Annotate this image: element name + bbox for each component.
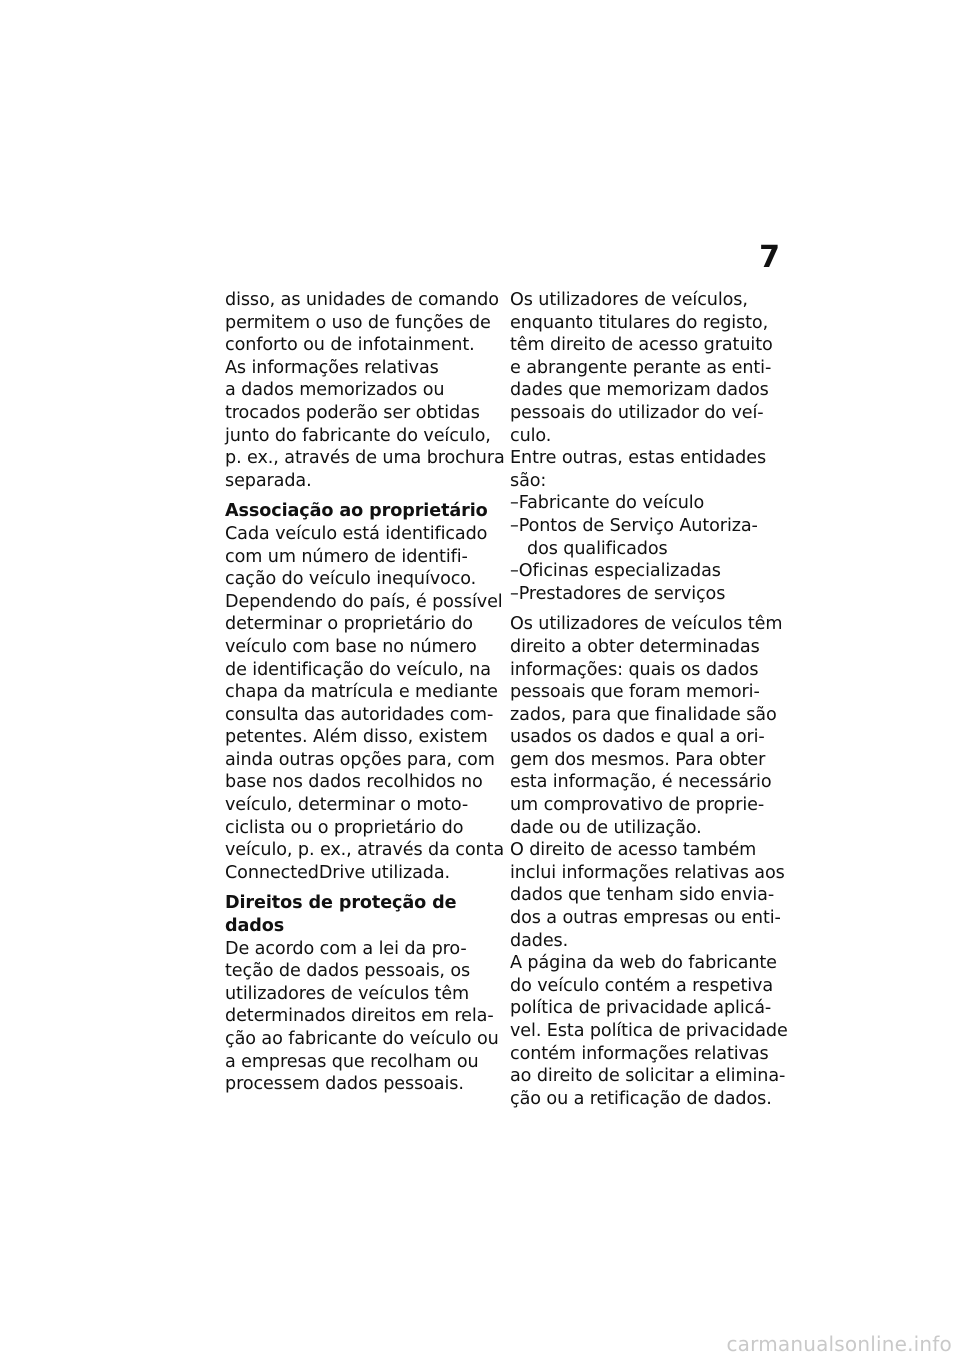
text-line: contém informações relativas bbox=[510, 1043, 769, 1064]
text-line: gem dos mesmos. Para obter bbox=[510, 749, 766, 770]
text-line: esta informação, é necessário bbox=[510, 772, 772, 793]
text-line: usados os dados e qual a ori- bbox=[510, 727, 765, 748]
text-line: ciclista ou o proprietário do bbox=[225, 817, 464, 838]
text-line: processem dados pessoais. bbox=[225, 1074, 464, 1095]
list-item-text: –Pontos de Serviço Autoriza- bbox=[510, 515, 758, 536]
text-line: pessoais do utilizador do veí- bbox=[510, 402, 764, 423]
text-line: informações: quais os dados bbox=[510, 659, 759, 680]
watermark-text: carmanualsonline.info bbox=[726, 1332, 952, 1356]
text-line: separada. bbox=[225, 470, 312, 491]
text-line: direito a obter determinadas bbox=[510, 636, 760, 657]
list-item-text: dos qualificados bbox=[527, 538, 668, 559]
text-line: ConnectedDrive utilizada. bbox=[225, 862, 451, 883]
text-line: vel. Esta política de privacidade bbox=[510, 1021, 788, 1041]
text-line: política de privacidade aplicá- bbox=[510, 998, 772, 1019]
text-line: dades que memorizam dados bbox=[510, 380, 769, 401]
data-protection-rights-paragraph bbox=[225, 938, 499, 1096]
text-line: do veículo contém a respetiva bbox=[510, 975, 774, 996]
text-line: veículo, determinar o moto- bbox=[225, 795, 469, 816]
text-line: cação do veículo inequívoco. bbox=[225, 569, 477, 590]
list-item bbox=[510, 515, 782, 560]
list-item bbox=[510, 492, 782, 515]
section-heading-owner-association: Associação ao proprietário bbox=[225, 501, 488, 522]
text-line: são: bbox=[510, 470, 547, 491]
list-item bbox=[510, 560, 782, 583]
text-line: utilizadores de veículos têm bbox=[225, 983, 470, 1004]
text-line: consulta das autoridades com- bbox=[225, 704, 494, 725]
list-item-text: –Fabricante do veículo bbox=[510, 493, 705, 514]
text-line: p. ex., através de uma brochura bbox=[225, 448, 505, 469]
text-line: enquanto titulares do registo, bbox=[510, 312, 769, 333]
text-line: dades. bbox=[510, 930, 569, 951]
access-rights-paragraph bbox=[510, 289, 782, 492]
right-column bbox=[510, 289, 788, 1110]
text-line: Entre outras, estas entidades bbox=[510, 448, 767, 469]
text-line: ção ao fabricante do veículo ou bbox=[225, 1029, 499, 1049]
text-line: zados, para que finalidade são bbox=[510, 704, 777, 725]
text-line: dos a outras empresas ou enti- bbox=[510, 908, 781, 929]
text-line: dados que tenham sido envia- bbox=[510, 885, 775, 906]
text-line: trocados poderão ser obtidas bbox=[225, 402, 480, 423]
list-item bbox=[510, 583, 782, 606]
text-line: permitem o uso de funções de bbox=[225, 312, 491, 333]
text-line: De acordo com a lei da pro- bbox=[225, 938, 467, 959]
text-line: e abrangente perante as enti- bbox=[510, 357, 772, 378]
text-line: um comprovativo de proprie- bbox=[510, 795, 765, 816]
text-line: a empresas que recolham ou bbox=[225, 1051, 479, 1072]
text-line: com um número de identifi- bbox=[225, 546, 468, 567]
text-line: ao direito de solicitar a elimina- bbox=[510, 1066, 786, 1087]
owner-association-paragraph bbox=[225, 523, 505, 885]
text-line: junto do fabricante do veículo, bbox=[225, 425, 491, 446]
text-line: Cada veículo está identificado bbox=[225, 523, 488, 544]
text-line: disso, as unidades de comando bbox=[225, 290, 499, 310]
text-line: O direito de acesso também bbox=[510, 840, 757, 861]
left-column bbox=[225, 289, 505, 1096]
text-line: ainda outras opções para, com bbox=[225, 749, 495, 770]
text-line: Os utilizadores de veículos, bbox=[510, 290, 748, 310]
text-line: veículo, p. ex., através da conta bbox=[225, 840, 505, 861]
text-line: veículo com base no número bbox=[225, 636, 477, 657]
text-line: conforto ou de infotainment. bbox=[225, 335, 475, 356]
page-number: 7 bbox=[759, 240, 780, 275]
entities-list bbox=[510, 492, 782, 605]
text-line: determinados direitos em rela- bbox=[225, 1006, 494, 1027]
text-line: têm direito de acesso gratuito bbox=[510, 335, 773, 356]
information-rights-paragraph bbox=[510, 613, 788, 1110]
text-line: pessoais que foram memori- bbox=[510, 682, 760, 703]
text-line: a dados memorizados ou bbox=[225, 380, 445, 401]
text-line: culo. bbox=[510, 425, 552, 446]
text-line: de identificação do veículo, na bbox=[225, 659, 491, 680]
text-line: chapa da matrícula e mediante bbox=[225, 682, 498, 703]
list-item-text: –Oficinas especializadas bbox=[510, 561, 721, 582]
text-line: petentes. Além disso, existem bbox=[225, 727, 488, 748]
text-line: Os utilizadores de veículos têm bbox=[510, 614, 783, 635]
text-line: As informações relativas bbox=[225, 357, 439, 378]
text-line: A página da web do fabricante bbox=[510, 953, 777, 974]
text-line: determinar o proprietário do bbox=[225, 614, 473, 635]
text-line: Dependendo do país, é possível bbox=[225, 591, 503, 612]
list-item-text: –Prestadores de serviços bbox=[510, 583, 726, 604]
section-heading-data-protection-rights: Direitos de proteção de dados bbox=[225, 893, 457, 937]
text-line: dade ou de utilização. bbox=[510, 817, 702, 838]
text-line: base nos dados recolhidos no bbox=[225, 772, 483, 793]
text-line: inclui informações relativas aos bbox=[510, 862, 785, 883]
text-line: teção de dados pessoais, os bbox=[225, 961, 471, 982]
text-line: ção ou a retificação de dados. bbox=[510, 1088, 772, 1109]
intro-paragraph bbox=[225, 289, 505, 492]
